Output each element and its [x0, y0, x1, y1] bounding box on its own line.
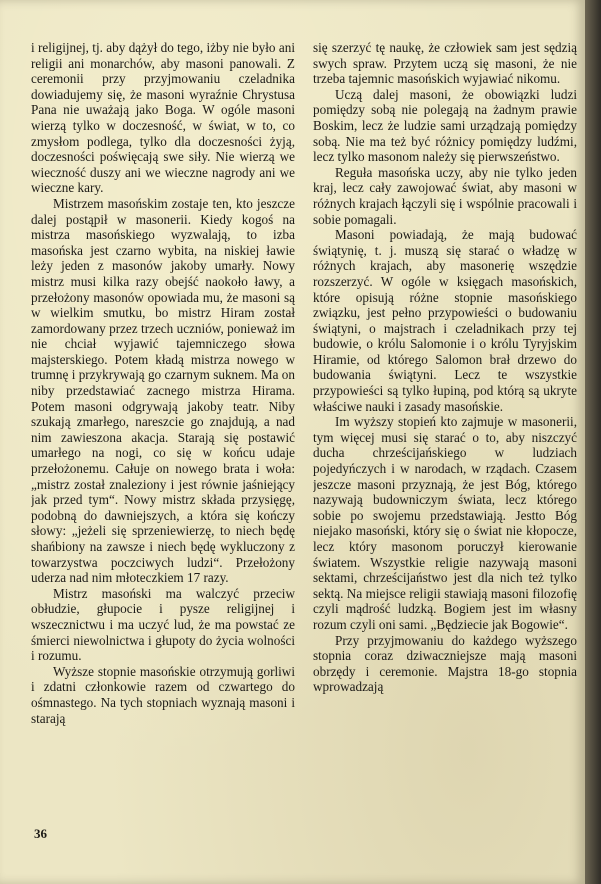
paragraph: Im wyższy stopień kto zajmuje w masonerii, tym więcej musi się starać o to, aby niszczyć ducha chrześcijańskiego w ludziach pojedyńczych i w narodach, w rządach. Czasem jeszcze masoni przyznają, że jest Bóg, którego nazywają budowniczym świata, lecz którego sobie po swojemu przedstawiają. Jestto Bóg niejako masoński, który się o świat nie kłopocze, lecz który masonom poruczył kierowanie światem. Wszystkie religie nazywają masoni sektami, chrześcijaństwo jest dla nich też tylko sektą. Na miejsce religii stawiają masoni filozofię czyli mądrość ludzką. Bogiem jest im własny rozum czyli oni sami. „Będziecie jak Bogowie“. — [313, 414, 577, 632]
paragraph: Wyższe stopnie masońskie otrzymują gorliwi i zdatni członkowie razem od czwartego do ośmnastego. Na tych stopniach wyznają masoni i starają — [31, 663, 295, 726]
paragraph: Mistrzem masońskim zostaje ten, kto jeszcze dalej postąpił w masonerii. Kiedy kogoś na mistrza masońskiego wyzwalają, to izba masońska jest czarno wybita, na niskiej ławie leży jeden z masonów jakoby umarły. Nowy mistrz musi kilka razy obejść naokoło ławy, a przełożony masonów opowiada mu, że masoni są w wielkim smutku, bo mistrz Hiram został zamordowany przez trzech uczniów, ponieważ im nie chciał wyjawić tajemniczego słowa majsterskiego. Potem kładą mistrza nowego w trumnę i przykrywają go czarnym suknem. Ma on niby przedstawiać zacnego mistrza Hirama. Potem masoni odgrywają jakoby teatr. Niby szukają zmarłego, nareszcie go znajdują, a nad nim zawieszona akacja. Starają się postawić umarłego na nogi, co się w końcu udaje przełożonemu. Całuje on nowego brata i woła: „mistrz został znaleziony i jest równie jaśniejący jak przed tym“. Nowy mistrz składa przysięgę, podobną do dawniejszych, a która się kończy słowy: „jeżeli się sprzeniewierzę, to niech będę shańbiony na zawsze i niech będę wykluczony z towarzystwa poczciwych ludzi“. Przełożony uderza nad nim młoteczkiem 17 razy. — [31, 195, 295, 586]
left-column — [31, 40, 295, 820]
paragraph: Przy przyjmowaniu do każdego wyższego stopnia coraz dziwaczniejsze mają masoni obrzędy i ceremonie. Majstra 18-go stopnia wprowadzają — [313, 632, 577, 695]
paragraph: Uczą dalej masoni, że obowiązki ludzi pomiędzy sobą nie polegają na żadnym prawie Boskim, lecz że ludzie sami urządzają pomiędzy sobą. Nie ma też być różnicy pomiędzy ludźmi, lecz tylko masonom należy się pierwszeństwo. — [313, 86, 577, 165]
paragraph: Masoni powiadają, że mają budować świątynię, t. j. muszą się starać o władzę w różnych krajach, aby masonerię wszędzie rozszerzyć. W ogóle w księgach masońskich, które opisują różne stopnie masońskiego związku, jest pełno przypowieści o budowaniu świątyni, o majstrach i czeladnikach przy tej budowie, o królu Salomonie i o królu Tyryjskim Hiramie, od którego Salomon brał drzewo do budowania świątyni. Lecz te wszystkie przypowieści są tylko łupiną, pod którą są ukryte właściwe nauki i zasady masońskie. — [313, 227, 577, 414]
page-number: 36 — [34, 826, 47, 841]
paragraph: się szerzyć tę naukę, że człowiek sam jest sędzią swych spraw. Przytem uczą się masoni, że nie trzeba tajemnic masońskich wyjawiać nikomu. — [313, 40, 577, 87]
paragraph: Reguła masońska uczy, aby nie tylko jeden kraj, lecz cały zawojować świat, aby masoni w różnych krajach łączyli się i wspólnie pracowali i sobie pomagali. — [313, 164, 577, 227]
right-column — [313, 40, 577, 820]
paragraph: Mistrz masoński ma walczyć przeciw obłudzie, głupocie i pysze religijnej i wszecznictwu i ma uczyć lud, że ma powstać ze śmierci niewolnictwa i głupoty do życia wolności i rozumu. — [31, 585, 295, 664]
book-binding-edge — [585, 0, 601, 884]
paragraph: i religijnej, tj. aby dążył do tego, iżby nie było ani religii ani monarchów, aby masoni panowali. Z ceremonii przy przyjmowaniu czeladnika dowiadujemy się, że masoni wyraźnie Chrystusa Pana nie uważają jako Boga. W ogóle masoni wierzą tylko w doczesność, w świat, w to, co zmysłom podlega, tylko dla doczesności żyją, doczesności poświęcają swe siły. Nie wierzą we wieczność duszy ani we wieczne nagrody ani we wieczne kary. — [31, 40, 295, 196]
